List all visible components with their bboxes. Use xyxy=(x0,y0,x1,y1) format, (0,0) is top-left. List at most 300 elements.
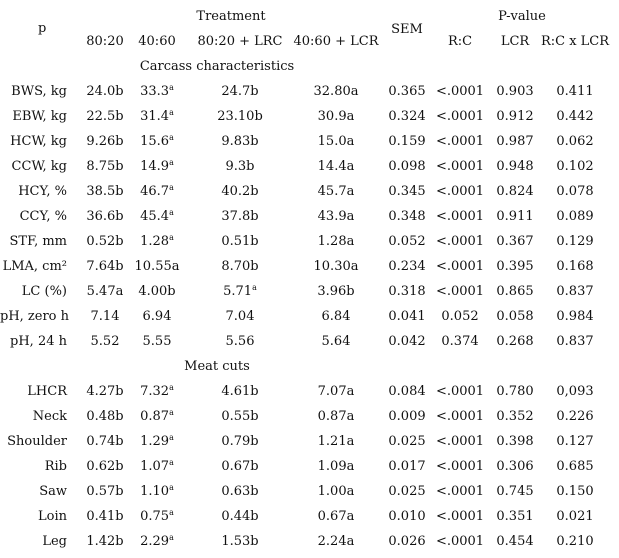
cell-value: 14.4a xyxy=(317,159,355,174)
cell-value: 15.0a xyxy=(317,134,355,149)
table-cell xyxy=(556,309,593,325)
cell-value: <.0001 xyxy=(435,509,485,524)
table-cell xyxy=(556,159,593,175)
table-cell xyxy=(388,134,425,150)
table-cell xyxy=(388,184,425,200)
cell-value: 0.52b xyxy=(86,234,124,249)
cell-value: 0.089 xyxy=(556,209,594,224)
table-cell xyxy=(388,509,425,525)
table-cell xyxy=(496,484,533,500)
p-header: p xyxy=(38,21,47,36)
cell-value: 9.3b xyxy=(225,159,255,174)
cell-value: 0.987 xyxy=(496,134,534,149)
table-cell xyxy=(388,309,425,325)
table-cell xyxy=(226,334,255,350)
table-cell xyxy=(322,309,351,325)
table-cell xyxy=(221,509,258,525)
superscript-letter: a xyxy=(169,208,174,217)
table-cell xyxy=(322,334,351,350)
cell-value: 0.367 xyxy=(496,234,534,249)
cell-value: 6.94 xyxy=(142,309,172,324)
table-cell xyxy=(556,234,593,250)
table-cell xyxy=(221,484,258,500)
cell-value: 23.10b xyxy=(217,109,263,124)
table-cell xyxy=(556,184,593,200)
cell-value: 1.53b xyxy=(221,534,259,549)
table-cell xyxy=(140,534,174,550)
table-cell xyxy=(556,209,593,225)
cell-value: 43.9a xyxy=(317,209,355,224)
row-label: LC (%) xyxy=(21,284,67,299)
cell-value: 0.159 xyxy=(388,134,426,149)
cell-value: 6.84 xyxy=(321,309,351,324)
row-label: EBW, kg xyxy=(12,109,67,124)
cell-value: 0.62b xyxy=(86,459,124,474)
cell-value: <.0001 xyxy=(435,84,485,99)
table-cell xyxy=(556,459,593,475)
row-label: HCW, kg xyxy=(10,134,67,149)
cell-value: 0.102 xyxy=(556,159,594,174)
table-cell xyxy=(318,184,355,200)
table-cell xyxy=(388,384,425,400)
cell-value: 0.912 xyxy=(496,109,534,124)
cell-value: <.0001 xyxy=(435,159,485,174)
table-cell xyxy=(143,309,172,325)
superscript-letter: a xyxy=(169,408,174,417)
cell-value: 32.80a xyxy=(313,84,359,99)
col-header-80-20: 80:20 xyxy=(86,34,124,49)
table-cell xyxy=(388,534,425,550)
cell-value: 0.911 xyxy=(496,209,534,224)
table-cell xyxy=(556,109,593,125)
row-label: Leg xyxy=(42,534,67,549)
cell-value: 5.52 xyxy=(90,334,120,349)
table-cell xyxy=(388,484,425,500)
table-cell xyxy=(318,509,355,525)
table-cell xyxy=(91,309,120,325)
table-cell xyxy=(86,484,123,500)
table-cell xyxy=(388,459,425,475)
table-cell xyxy=(221,259,258,275)
table-cell xyxy=(556,134,593,150)
cell-value: 33.3 xyxy=(140,84,170,99)
row-label: pH, 24 h xyxy=(10,334,67,349)
superscript-letter: a xyxy=(169,533,174,542)
table-cell xyxy=(388,334,425,350)
table-cell xyxy=(388,209,425,225)
table-cell xyxy=(86,259,123,275)
table-cell xyxy=(496,209,533,225)
cell-value: 0.168 xyxy=(556,259,594,274)
superscript-letter: a xyxy=(169,133,174,142)
treatment-header: Treatment xyxy=(196,9,266,24)
row-label: CCY, % xyxy=(19,209,67,224)
cell-value: 46.7 xyxy=(140,184,170,199)
table-cell xyxy=(436,509,484,525)
table-cell xyxy=(221,534,258,550)
table-cell xyxy=(388,259,425,275)
row-label: pH, zero h xyxy=(0,309,70,324)
table-cell xyxy=(496,84,533,100)
table-cell xyxy=(86,84,123,100)
table-cell xyxy=(221,384,258,400)
table-cell xyxy=(318,434,355,450)
table-cell xyxy=(140,109,174,125)
cell-value: 0.51b xyxy=(221,234,259,249)
cell-value: 7.64b xyxy=(86,259,124,274)
superscript-letter: a xyxy=(169,158,174,167)
table-cell xyxy=(318,109,355,125)
cell-value: 5.71 xyxy=(223,284,253,299)
table-cell xyxy=(226,159,255,175)
cell-value: 24.7b xyxy=(221,84,259,99)
cell-value: 2.24a xyxy=(317,534,355,549)
cell-value: 38.5b xyxy=(86,184,124,199)
cell-value: 0.025 xyxy=(388,484,426,499)
table-cell xyxy=(86,459,123,475)
cell-value: 0.837 xyxy=(556,284,594,299)
table-cell xyxy=(496,434,533,450)
cell-value: 0.150 xyxy=(556,484,594,499)
table-cell xyxy=(86,409,123,425)
table-cell xyxy=(86,109,123,125)
row-label: LHCR xyxy=(27,384,67,399)
table-cell xyxy=(318,159,355,175)
table-cell xyxy=(436,109,484,125)
table-cell xyxy=(86,184,123,200)
cell-value: 0.129 xyxy=(556,234,594,249)
cell-value: 0.098 xyxy=(388,159,426,174)
table-cell xyxy=(86,509,123,525)
table-cell xyxy=(496,259,533,275)
cell-value: 45.7a xyxy=(317,184,355,199)
table-cell xyxy=(140,459,174,475)
cell-value: 0.306 xyxy=(496,459,534,474)
cell-value: 0.837 xyxy=(556,334,594,349)
cell-value: 0.010 xyxy=(388,509,426,524)
cell-value: 1.28a xyxy=(317,234,355,249)
table-cell xyxy=(221,234,258,250)
cell-value: 14.9 xyxy=(140,159,170,174)
table-cell xyxy=(436,534,484,550)
row-label: Shoulder xyxy=(7,434,67,449)
table-cell xyxy=(318,234,355,250)
superscript-letter: a xyxy=(169,383,174,392)
table-cell xyxy=(388,284,425,300)
cell-value: <.0001 xyxy=(435,434,485,449)
table-cell xyxy=(496,234,533,250)
cell-value: 5.56 xyxy=(225,334,255,349)
cell-value: <.0001 xyxy=(435,484,485,499)
table-cell xyxy=(86,234,123,250)
cell-value: 3.96b xyxy=(317,284,355,299)
table-cell xyxy=(496,134,533,150)
cell-value: 0.324 xyxy=(388,109,426,124)
cell-value: 0.67a xyxy=(317,509,355,524)
cell-value: 0.442 xyxy=(556,109,594,124)
section-title: Carcass characteristics xyxy=(139,59,295,74)
cell-value: 0.67b xyxy=(221,459,259,474)
superscript-letter: a xyxy=(169,483,174,492)
table-cell xyxy=(221,134,258,150)
cell-value: 0.210 xyxy=(556,534,594,549)
cell-value: 0.780 xyxy=(496,384,534,399)
row-label: Loin xyxy=(38,509,67,524)
cell-value: 0.084 xyxy=(388,384,426,399)
cell-value: 0.948 xyxy=(496,159,534,174)
superscript-letter: a xyxy=(169,108,174,117)
table-cell xyxy=(436,484,484,500)
cell-value: <.0001 xyxy=(435,234,485,249)
col-header-rc: R:C xyxy=(447,34,473,49)
table-cell xyxy=(87,284,124,300)
table-cell xyxy=(436,284,484,300)
table-cell xyxy=(86,434,123,450)
row-label: Rib xyxy=(44,459,67,474)
table-cell xyxy=(388,234,425,250)
cell-value: <.0001 xyxy=(435,384,485,399)
cell-value: 31.4 xyxy=(140,109,170,124)
cell-value: 0.365 xyxy=(388,84,426,99)
cell-value: 0.026 xyxy=(388,534,426,549)
table-cell xyxy=(496,284,533,300)
table-cell xyxy=(317,284,354,300)
cell-value: <.0001 xyxy=(435,534,485,549)
cell-value: 0.44b xyxy=(221,509,259,524)
table-cell xyxy=(140,134,174,150)
cell-value: 0.041 xyxy=(388,309,426,324)
table-cell xyxy=(556,434,593,450)
table-cell xyxy=(86,534,123,550)
cell-value: 1.09a xyxy=(317,459,355,474)
cell-value: 0.234 xyxy=(388,259,426,274)
cell-value: 7.04 xyxy=(225,309,255,324)
cell-value: 9.26b xyxy=(86,134,124,149)
cell-value: 0.052 xyxy=(441,309,479,324)
table-cell xyxy=(318,134,355,150)
cell-value: 0.345 xyxy=(388,184,426,199)
cell-value: 0.352 xyxy=(496,409,534,424)
cell-value: 0,093 xyxy=(556,384,594,399)
cell-value: 0.411 xyxy=(556,84,594,99)
cell-value: <.0001 xyxy=(435,134,485,149)
table-cell xyxy=(388,109,425,125)
cell-value: 0.374 xyxy=(441,334,479,349)
cell-value: 0.79b xyxy=(221,434,259,449)
table-cell xyxy=(223,284,257,300)
cell-value: 40.2b xyxy=(221,184,259,199)
table-cell xyxy=(221,184,258,200)
table-cell xyxy=(496,184,533,200)
cell-value: 0.57b xyxy=(86,484,124,499)
cell-value: 24.0b xyxy=(86,84,124,99)
table-cell xyxy=(556,259,593,275)
col-header-lcr: LCR xyxy=(500,34,530,49)
table-cell xyxy=(221,409,258,425)
cell-value: <.0001 xyxy=(435,209,485,224)
cell-value: <.0001 xyxy=(435,259,485,274)
row-label: Neck xyxy=(32,409,67,424)
cell-value: 0.87a xyxy=(317,409,355,424)
table-cell xyxy=(496,309,533,325)
cell-value: 0.021 xyxy=(556,509,594,524)
cell-value: 5.47a xyxy=(86,284,124,299)
table-cell xyxy=(314,259,359,275)
table-cell xyxy=(496,459,533,475)
superscript-letter: a xyxy=(169,83,174,92)
cell-value: 1.07 xyxy=(140,459,170,474)
table-cell xyxy=(314,84,359,100)
table-cell xyxy=(318,384,355,400)
table-cell xyxy=(140,434,174,450)
cell-value: 10.55a xyxy=(134,259,180,274)
table-cell xyxy=(436,184,484,200)
table-cell xyxy=(436,134,484,150)
cell-value: 0.348 xyxy=(388,209,426,224)
table-cell xyxy=(496,509,533,525)
cell-value: 0.062 xyxy=(556,134,594,149)
table-cell xyxy=(556,509,593,525)
cell-value: 0.903 xyxy=(496,84,534,99)
col-header-80-20-lrc: 80:20 + LRC xyxy=(197,34,283,49)
cell-value: 0.745 xyxy=(496,484,534,499)
cell-value: 0.127 xyxy=(556,434,594,449)
table-cell xyxy=(436,259,484,275)
cell-value: 7.14 xyxy=(90,309,120,324)
cell-value: 0.74b xyxy=(86,434,124,449)
table-cell xyxy=(140,209,174,225)
row-label: Saw xyxy=(39,484,67,499)
table-cell xyxy=(91,334,120,350)
table-cell xyxy=(318,484,355,500)
row-label: BWS, kg xyxy=(11,84,67,99)
cell-value: 0.75 xyxy=(140,509,170,524)
cell-value: 0.226 xyxy=(556,409,594,424)
table-cell xyxy=(496,409,533,425)
table-cell xyxy=(140,509,174,525)
cell-value: 0.268 xyxy=(496,334,534,349)
cell-value: <.0001 xyxy=(435,459,485,474)
cell-value: 0.009 xyxy=(388,409,426,424)
cell-value: 2.29 xyxy=(140,534,170,549)
cell-value: 4.00b xyxy=(138,284,176,299)
cell-value: 0.052 xyxy=(388,234,426,249)
table-cell xyxy=(318,534,355,550)
table-cell xyxy=(556,534,593,550)
table-cell xyxy=(318,209,355,225)
cell-value: 5.64 xyxy=(321,334,351,349)
table-cell xyxy=(138,284,175,300)
table-cell xyxy=(226,309,255,325)
cell-value: 0.824 xyxy=(496,184,534,199)
table-cell xyxy=(436,209,484,225)
sem-header: SEM xyxy=(391,22,423,37)
cell-value: 0.41b xyxy=(86,509,124,524)
superscript-letter: a xyxy=(169,508,174,517)
cell-value: 1.42b xyxy=(86,534,124,549)
cell-value: 37.8b xyxy=(221,209,259,224)
cell-value: 0.351 xyxy=(496,509,534,524)
table-cell xyxy=(388,434,425,450)
cell-value: <.0001 xyxy=(435,184,485,199)
table-cell xyxy=(217,109,263,125)
cell-value: 0.058 xyxy=(496,309,534,324)
cell-value: 0.042 xyxy=(388,334,426,349)
row-label: LMA, cm² xyxy=(2,259,67,274)
table-cell xyxy=(436,384,484,400)
table-cell xyxy=(436,234,484,250)
superscript-letter: a xyxy=(169,458,174,467)
col-header-40-60-lcr: 40:60 + LCR xyxy=(293,34,379,49)
row-label: CCW, kg xyxy=(11,159,67,174)
table-cell xyxy=(441,309,478,325)
cell-value: 1.21a xyxy=(317,434,355,449)
cell-value: 0.865 xyxy=(496,284,534,299)
cell-value: 5.55 xyxy=(142,334,172,349)
cell-value: 0.318 xyxy=(388,284,426,299)
table-cell xyxy=(318,409,355,425)
table-cell xyxy=(86,384,123,400)
cell-value: 0.025 xyxy=(388,434,426,449)
cell-value: <.0001 xyxy=(435,284,485,299)
row-label: STF, mm xyxy=(9,234,67,249)
table-cell xyxy=(388,409,425,425)
cell-value: 22.5b xyxy=(86,109,124,124)
cell-value: 8.75b xyxy=(86,159,124,174)
table-cell xyxy=(556,484,593,500)
table-cell xyxy=(221,209,258,225)
cell-value: 10.30a xyxy=(313,259,359,274)
table-cell xyxy=(140,484,174,500)
table-cell xyxy=(556,409,593,425)
table-cell xyxy=(140,234,174,250)
col-header-40-60: 40:60 xyxy=(138,34,176,49)
row-label: HCY, % xyxy=(18,184,67,199)
table-cell xyxy=(143,334,172,350)
table-cell xyxy=(556,384,593,400)
table-cell xyxy=(441,334,478,350)
cell-value: 4.61b xyxy=(221,384,259,399)
table-cell xyxy=(140,384,174,400)
superscript-letter: a xyxy=(169,433,174,442)
table-cell xyxy=(436,159,484,175)
table-cell xyxy=(556,284,593,300)
cell-value: 30.9a xyxy=(317,109,355,124)
cell-value: 0.48b xyxy=(86,409,124,424)
table-cell xyxy=(496,334,533,350)
cell-value: 1.00a xyxy=(317,484,355,499)
table-cell xyxy=(388,84,425,100)
table-cell xyxy=(436,84,484,100)
cell-value: 7.32 xyxy=(140,384,170,399)
table-cell xyxy=(436,434,484,450)
table-cell xyxy=(140,84,174,100)
cell-value: 36.6b xyxy=(86,209,124,224)
pvalue-header: P-value xyxy=(498,9,546,24)
superscript-letter: a xyxy=(252,283,257,292)
table-cell xyxy=(86,159,123,175)
table-cell xyxy=(436,409,484,425)
table-cell xyxy=(318,459,355,475)
cell-value: 0.63b xyxy=(221,484,259,499)
table-cell xyxy=(556,334,593,350)
cell-value: 8.70b xyxy=(221,259,259,274)
table-cell xyxy=(496,384,533,400)
cell-value: 0.078 xyxy=(556,184,594,199)
table-cell xyxy=(556,84,593,100)
cell-value: 0.685 xyxy=(556,459,594,474)
table-cell xyxy=(496,109,533,125)
